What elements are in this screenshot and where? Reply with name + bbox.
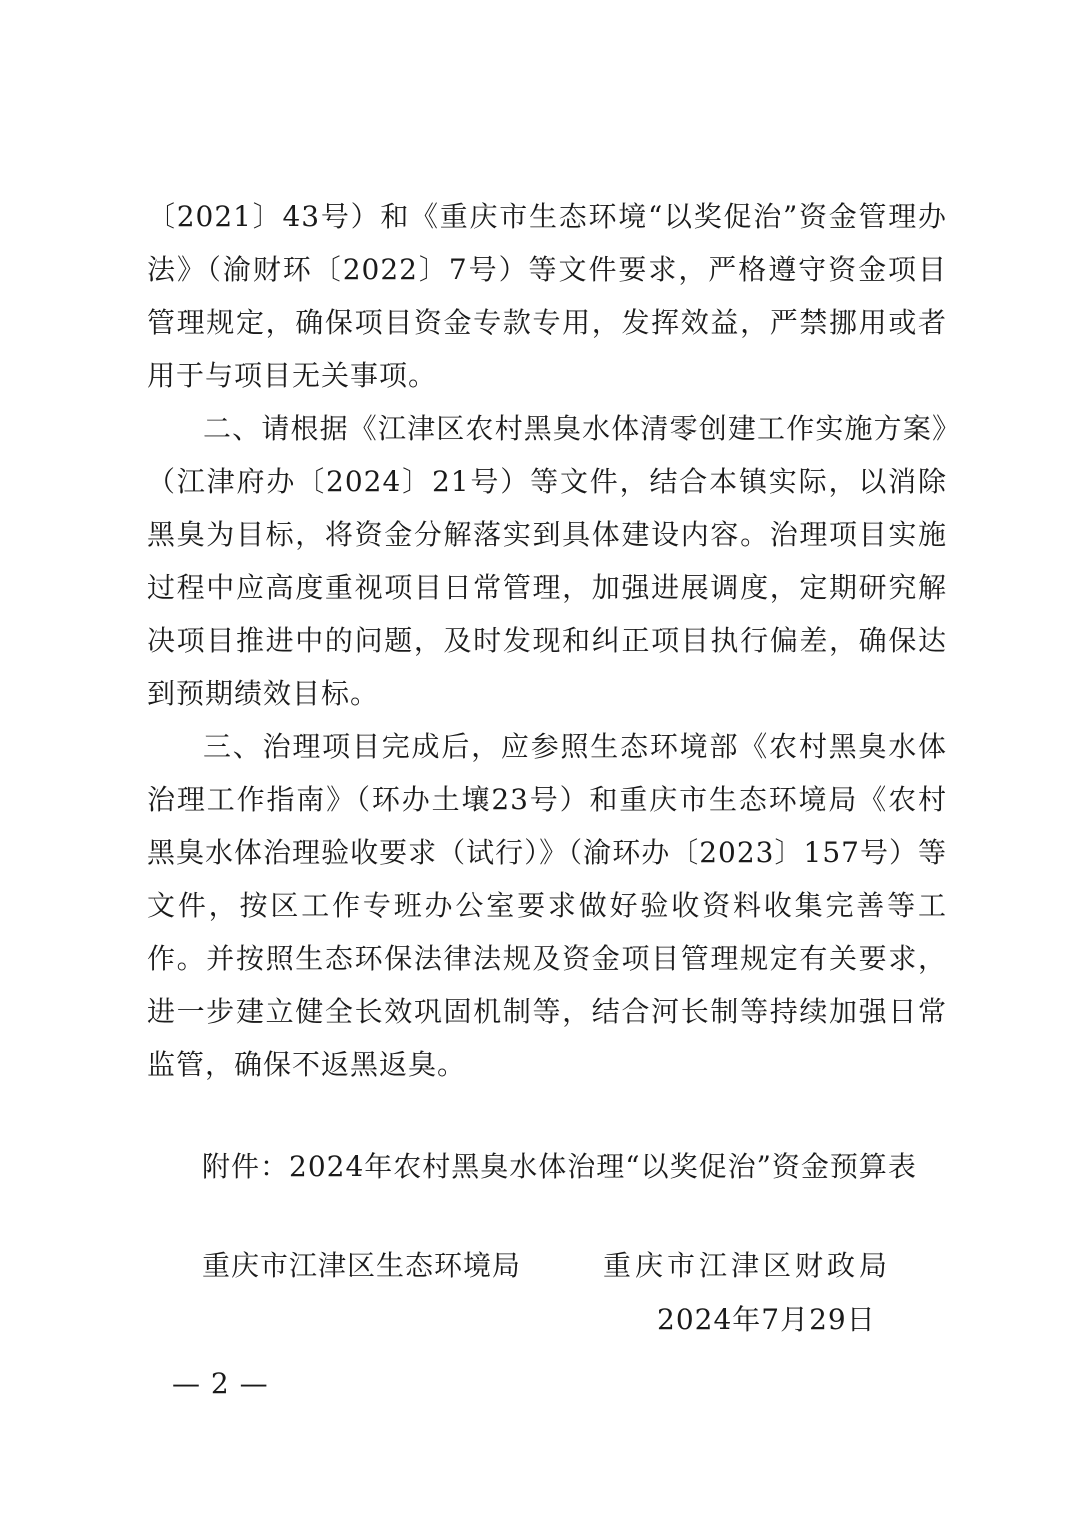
paragraph-continuation: 〔2021〕43号）和《重庆市生态环境“以奖促治”资金管理办法》（渝财环〔2022〕7号）等文件要求，严格遵守资金项目管理规定，确保项目资金专款专用，发挥效益，严禁挪用或者用于与项目无关事项。 xyxy=(147,200,947,392)
signatory-finance-bureau: 重庆市江津区财政局 xyxy=(603,1249,892,1282)
signatory-ecology-bureau: 重庆市江津区生态环境局 xyxy=(202,1249,522,1282)
document-body xyxy=(147,190,947,1091)
paragraph-item-two: 二、请根据《江津区农村黑臭水体清零创建工作实施方案》（江津府办〔2024〕21号）等文件，结合本镇实际，以消除黑臭为目标，将资金分解落实到具体建设内容。治理项目实施过程中应高度重视项目日常管理，加强进展调度，定期研究解决项目推进中的问题，及时发现和纠正项目执行偏差，确保达到预期绩效目标。 xyxy=(147,412,947,710)
document-date: 2024年7月29日 xyxy=(657,1303,876,1336)
attachment-line: 附件：2024年农村黑臭水体治理“以奖促治”资金预算表 xyxy=(202,1150,917,1183)
paragraph-item-three: 三、治理项目完成后，应参照生态环境部《农村黑臭水体治理工作指南》（环办土壤23号）和重庆市生态环境局《农村黑臭水体治理验收要求（试行）》（渝环办〔2023〕157号）等文件，按区工作专班办公室要求做好验收资料收集完善等工作。并按照生态环保法律法规及资金项目管理规定有关要求，进一步建立健全长效巩固机制等，结合河长制等持续加强日常监管，确保不返黑返臭。 xyxy=(147,730,947,1081)
page-number: — 2 — xyxy=(172,1367,269,1400)
